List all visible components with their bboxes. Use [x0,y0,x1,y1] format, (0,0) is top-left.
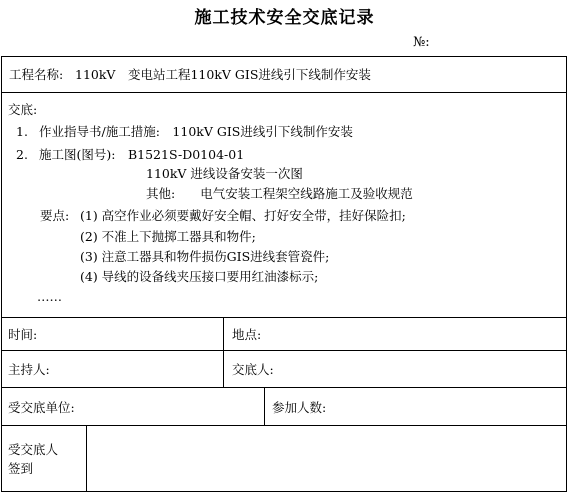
item-1-text: 作业指导书/施工措施: 110kV GIS进线引下线制作安装 [39,124,353,139]
divider-time [1,350,567,351]
drawing-name: 110kV 进线设备安装一次图 [146,166,303,181]
other-spec: 其他: 电气安装工程架空线路施工及验收规范 [146,186,413,201]
keypoint-4: (4) 导线的设备线夹压接口要用红油漆标示; [80,269,319,284]
discloser-label: 交底人: [232,362,274,377]
receiver-sign-label-line1: 受交底人 [8,442,59,457]
divider-col-unit [264,387,265,426]
time-label: 时间: [8,327,38,342]
divider-project [1,92,567,93]
item-2-number: 2. [16,147,28,162]
keypoints-label: 要点: [40,208,70,223]
keypoint-1: (1) 高空作业必须要戴好安全帽、打好安全带，挂好保险扣; [80,208,406,223]
divider-col-sign [86,425,87,492]
item-2-text: 施工图(图号): B1521S-D0104-01 [39,147,245,162]
project-name: 110kV 变电站工程110kV GIS进线引下线制作安装 [75,67,371,82]
keypoint-2: (2) 不准上下抛掷工器具和物件; [80,229,256,244]
divider-disclosure [1,317,567,318]
item-1-number: 1. [16,124,28,139]
divider-col-time [223,317,224,388]
attendees-label: 参加人数: [272,400,327,415]
border-right [566,56,567,492]
record-number-label: №: [413,35,430,50]
project-label: 工程名称: [9,67,64,82]
host-label: 主持人: [8,362,50,377]
keypoint-3: (3) 注意工器具和物件损伤GIS进线套管瓷件; [80,249,330,264]
receiving-unit-label: 受交底单位: [8,400,75,415]
border-top [1,56,567,57]
disclosure-form [1,56,567,492]
receiver-sign-label-line2: 签到 [8,461,34,476]
ellipsis: …… [37,289,62,304]
disclosure-label: 交底: [8,102,38,117]
border-left [1,56,2,492]
divider-host [1,387,567,388]
place-label: 地点: [232,327,262,342]
form-title: 施工技术安全交底记录 [194,8,375,28]
